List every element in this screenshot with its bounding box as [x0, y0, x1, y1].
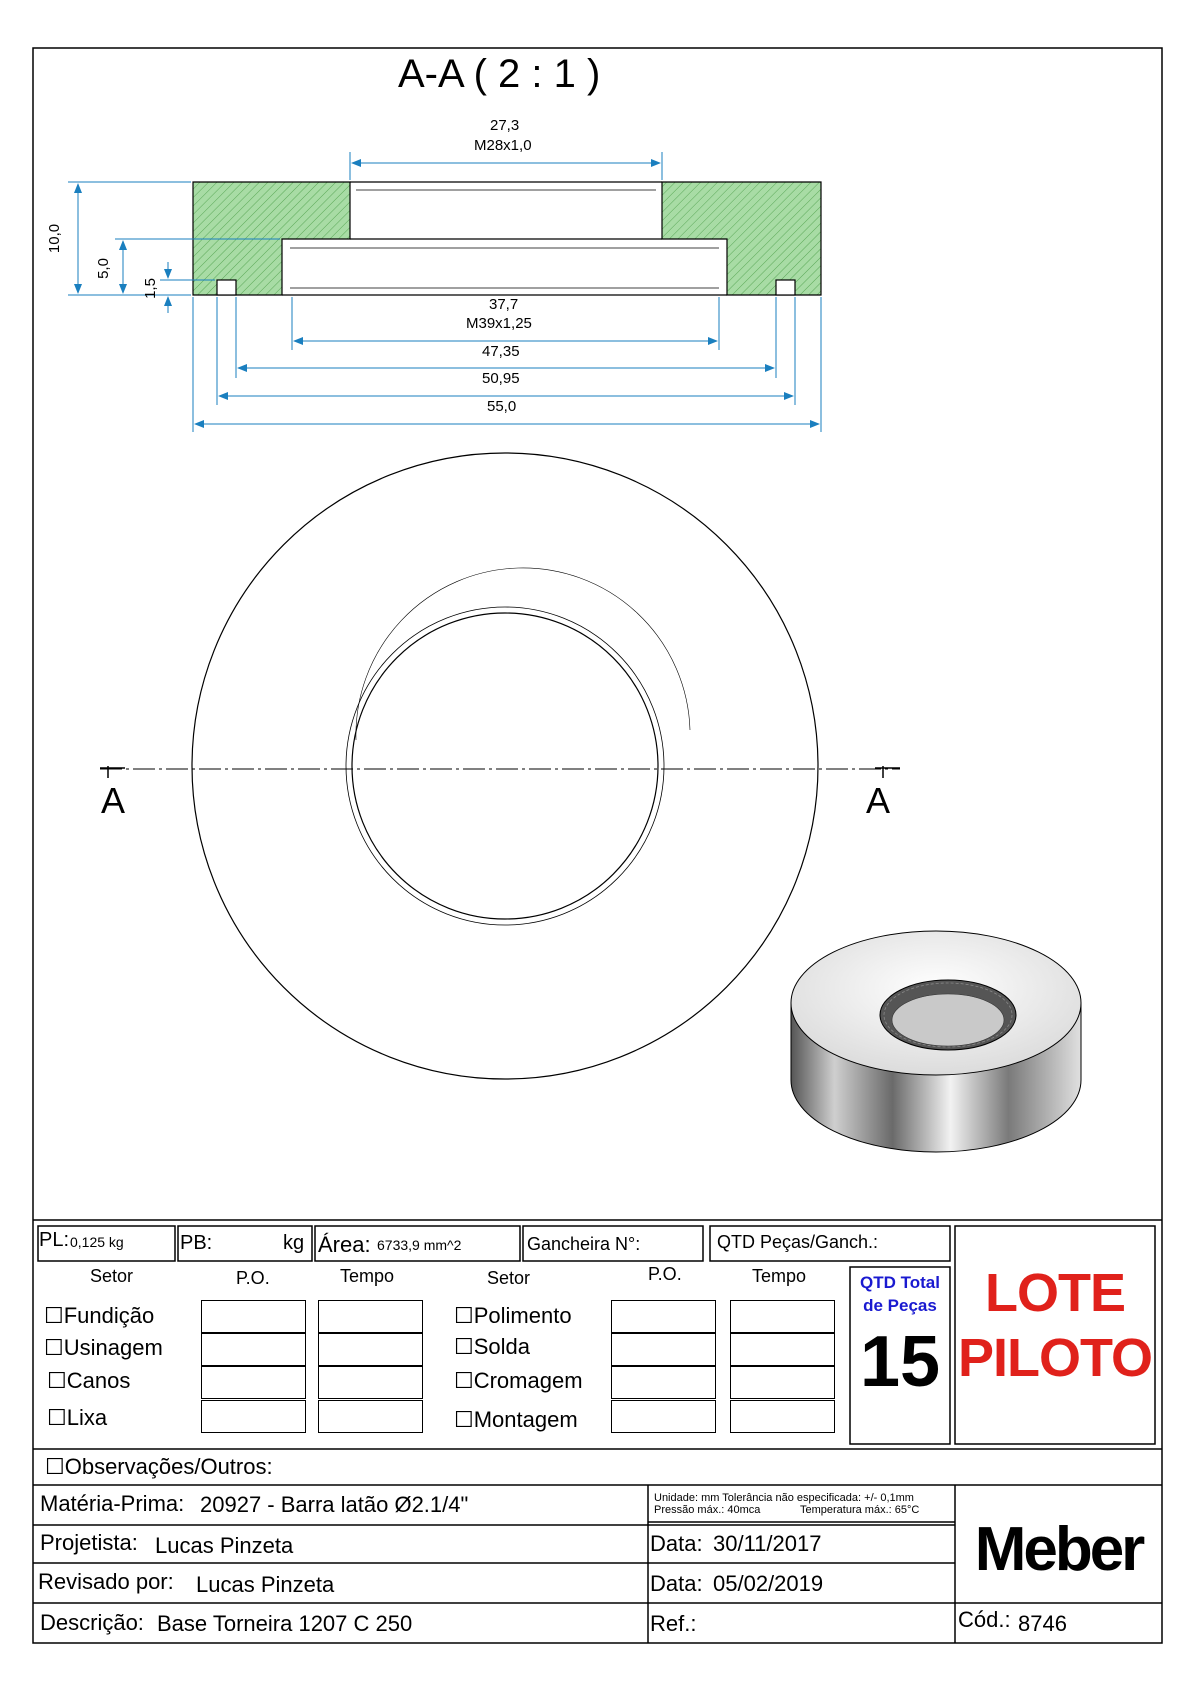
sector-montagem[interactable]: ☐Montagem: [454, 1407, 578, 1432]
dim-47-35: 47,35: [482, 343, 520, 360]
qtd-total-line1: QTD Total: [860, 1273, 940, 1292]
col-po-right: P.O.: [648, 1264, 682, 1284]
notes-line2b: Temperatura máx.: 65°C: [800, 1504, 920, 1516]
dim-50-95: 50,95: [482, 370, 520, 387]
pb-unit: kg: [283, 1232, 305, 1254]
cross-section: [193, 182, 821, 295]
descricao-label: Descrição:: [40, 1610, 144, 1635]
qtd-total-value: 15: [859, 1322, 941, 1402]
sector-solda[interactable]: ☐Solda: [454, 1334, 530, 1359]
dim-10-0: 10,0: [46, 223, 64, 254]
po-lixa-field[interactable]: [201, 1400, 306, 1433]
col-setor-left: Setor: [90, 1266, 134, 1286]
notes-line2a: Pressão máx.: 40mca: [654, 1504, 761, 1516]
data2-label: Data:: [650, 1571, 703, 1596]
po-polimento-field[interactable]: [611, 1300, 716, 1333]
po-usinagem-field[interactable]: [201, 1333, 306, 1366]
cod-label: Cód.:: [958, 1607, 1011, 1632]
projetista-value: Lucas Pinzeta: [155, 1533, 294, 1558]
data1-label: Data:: [650, 1531, 703, 1556]
section-marker-left: A: [101, 780, 126, 821]
col-setor-right: Setor: [487, 1268, 531, 1288]
sector-canos[interactable]: ☐Canos: [47, 1368, 131, 1393]
dim-55-0: 55,0: [487, 398, 517, 415]
gancheira-label: Gancheira N°:: [527, 1234, 641, 1254]
dim-27-3: 27,3: [490, 117, 520, 134]
section-marker-right: A: [866, 780, 891, 821]
materia-prima-value: 20927 - Barra latão Ø2.1/4": [200, 1492, 469, 1517]
tempo-polimento-field[interactable]: [730, 1300, 835, 1333]
piloto-label: PILOTO: [957, 1328, 1153, 1388]
dim-m39: M39x1,25: [466, 315, 532, 332]
data1-value: 30/11/2017: [713, 1531, 822, 1556]
lote-label: LOTE: [985, 1263, 1125, 1323]
observacoes-label[interactable]: ☐Observações/Outros:: [45, 1454, 273, 1479]
sector-cromagem[interactable]: ☐Cromagem: [454, 1368, 583, 1393]
plan-view: [100, 453, 900, 1079]
col-tempo-left: Tempo: [340, 1266, 395, 1286]
materia-prima-label: Matéria-Prima:: [40, 1491, 185, 1516]
col-tempo-right: Tempo: [752, 1266, 807, 1286]
area-label: Área:: [318, 1232, 371, 1257]
sector-lixa[interactable]: ☐Lixa: [47, 1405, 108, 1430]
projetista-label: Projetista:: [40, 1530, 138, 1555]
data2-value: 05/02/2019: [713, 1571, 824, 1596]
po-cromagem-field[interactable]: [611, 1366, 716, 1399]
descricao-value: Base Torneira 1207 C 250: [157, 1611, 413, 1636]
pl-label: PL:: [39, 1229, 70, 1251]
notes-line1: Unidade: mm Tolerância não especificada: +/- 0,1mm: [654, 1492, 914, 1504]
sector-polimento[interactable]: ☐Polimento: [454, 1303, 572, 1328]
dim-m28: M28x1,0: [474, 137, 532, 154]
revisado-value: Lucas Pinzeta: [196, 1572, 335, 1597]
tempo-solda-field[interactable]: [730, 1333, 835, 1366]
tempo-usinagem-field[interactable]: [318, 1333, 423, 1366]
dim-5-0: 5,0: [94, 258, 112, 279]
brand-logo: Meber: [974, 1515, 1143, 1584]
tempo-cromagem-field[interactable]: [730, 1366, 835, 1399]
section-title: A-A ( 2 : 1 ): [398, 52, 601, 96]
tempo-montagem-field[interactable]: [730, 1400, 835, 1433]
po-fundicao-field[interactable]: [201, 1300, 306, 1333]
po-solda-field[interactable]: [611, 1333, 716, 1366]
col-po-left: P.O.: [236, 1268, 270, 1288]
po-montagem-field[interactable]: [611, 1400, 716, 1433]
sector-usinagem[interactable]: ☐Usinagem: [44, 1335, 163, 1360]
part-3d-render: [791, 931, 1081, 1152]
dim-1-5: 1,5: [141, 278, 159, 299]
pb-label: PB:: [180, 1232, 213, 1254]
revisado-label: Revisado por:: [38, 1569, 174, 1594]
qtd-ganch-label: QTD Peças/Ganch.:: [717, 1232, 879, 1252]
tempo-canos-field[interactable]: [318, 1366, 423, 1399]
po-canos-field[interactable]: [201, 1366, 306, 1399]
pl-value: 0,125 kg: [70, 1234, 124, 1250]
tempo-lixa-field[interactable]: [318, 1400, 423, 1433]
ref-label: Ref.:: [650, 1611, 697, 1636]
qtd-total-line2: de Peças: [863, 1296, 937, 1315]
sector-fundicao[interactable]: ☐Fundição: [44, 1303, 155, 1328]
dim-37-7: 37,7: [489, 296, 519, 313]
cod-value: 8746: [1018, 1611, 1067, 1636]
area-value: 6733,9 mm^2: [377, 1237, 462, 1253]
tempo-fundicao-field[interactable]: [318, 1300, 423, 1333]
